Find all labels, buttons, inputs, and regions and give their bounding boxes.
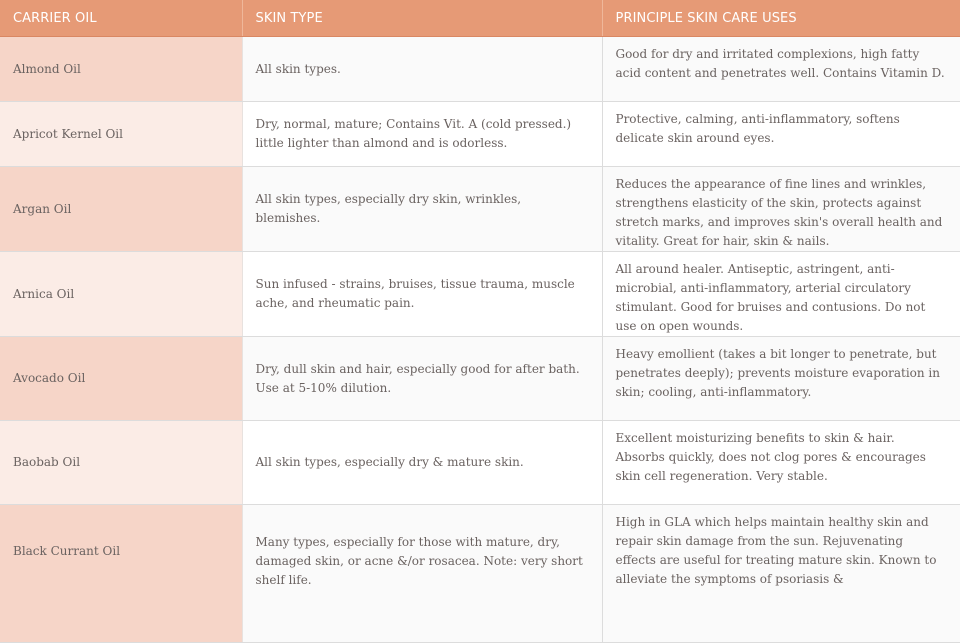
skin-type-cell: Many types, especially for those with mature, dry, damaged skin, or acne &/or rosacea. Note: very short shelf life.	[242, 505, 602, 643]
table-row	[0, 337, 960, 421]
table-row	[0, 37, 960, 102]
oil-name-cell: Avocado Oil	[0, 337, 242, 421]
skin-uses-cell: Reduces the appearance of fine lines and wrinkles, strengthens elasticity of the skin, protects against stretch marks, and improves skin's overall health and vitality. Great for hair, skin & nails.	[602, 167, 960, 252]
table-row	[0, 252, 960, 337]
oil-name-cell: Apricot Kernel Oil	[0, 102, 242, 167]
skin-uses-cell: Good for dry and irritated complexions, high fatty acid content and penetrates well. Contains Vitamin D.	[602, 37, 960, 102]
header-skin-type[interactable]: SKIN TYPE	[242, 0, 602, 37]
table-row	[0, 505, 960, 643]
table-row	[0, 102, 960, 167]
oil-name-cell: Arnica Oil	[0, 252, 242, 337]
oil-name-cell: Almond Oil	[0, 37, 242, 102]
skin-uses-cell: High in GLA which helps maintain healthy skin and repair skin damage from the sun. Rejuvenating effects are useful for treating mature skin. Known to alleviate the symptoms of psoriasis &	[602, 505, 960, 643]
skin-type-cell: All skin types, especially dry skin, wrinkles, blemishes.	[242, 167, 602, 252]
oil-name-cell: Baobab Oil	[0, 421, 242, 505]
skin-type-cell: Dry, dull skin and hair, especially good for after bath. Use at 5-10% dilution.	[242, 337, 602, 421]
skin-uses-cell: Heavy emollient (takes a bit longer to penetrate, but penetrates deeply); prevents moisture evaporation in skin; cooling, anti-inflammatory.	[602, 337, 960, 421]
skin-type-cell: Sun infused - strains, bruises, tissue trauma, muscle ache, and rheumatic pain.	[242, 252, 602, 337]
skin-uses-cell: All around healer. Antiseptic, astringent, anti-microbial, anti-inflammatory, arterial circulatory stimulant. Good for bruises and contusions. Do not use on open wounds.	[602, 252, 960, 337]
skin-type-cell: Dry, normal, mature; Contains Vit. A (cold pressed.) little lighter than almond and is odorless.	[242, 102, 602, 167]
table-row	[0, 421, 960, 505]
skin-type-cell: All skin types, especially dry & mature skin.	[242, 421, 602, 505]
skin-uses-cell: Excellent moisturizing benefits to skin & hair. Absorbs quickly, does not clog pores & encourages skin cell regeneration. Very stable.	[602, 421, 960, 505]
table-row	[0, 167, 960, 252]
skin-uses-cell: Protective, calming, anti-inflammatory, softens delicate skin around eyes.	[602, 102, 960, 167]
header-carrier-oil[interactable]: CARRIER OIL	[0, 0, 242, 37]
table-header-row	[0, 0, 960, 37]
oil-name-cell: Argan Oil	[0, 167, 242, 252]
oil-name-cell: Black Currant Oil	[0, 505, 242, 643]
skin-type-cell: All skin types.	[242, 37, 602, 102]
header-skin-care-uses[interactable]: PRINCIPLE SKIN CARE USES	[602, 0, 960, 37]
